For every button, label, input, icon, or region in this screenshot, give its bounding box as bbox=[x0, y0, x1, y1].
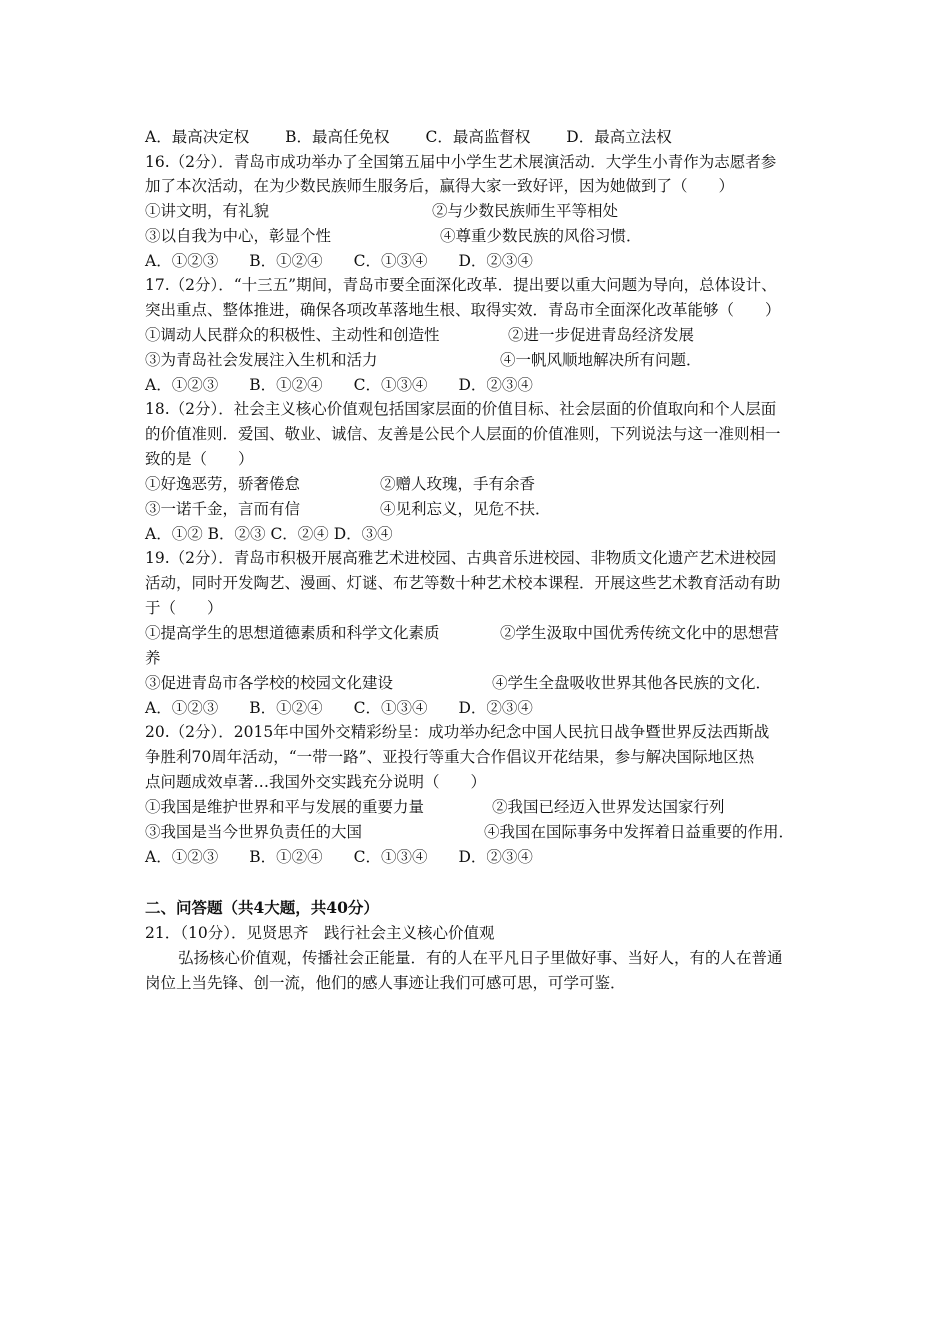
q20-stem-line-1: 20.（2分）．2015年中国外交精彩纷呈：成功举办纪念中国人民抗日战争暨世界反法西斯战 bbox=[145, 723, 770, 741]
q17-item-4: ④一帆风顺地解决所有问题． bbox=[500, 351, 702, 369]
q16-item-4: ④尊重少数民族的风俗习惯． bbox=[440, 227, 642, 245]
q19-item-2-wrap: 养 bbox=[145, 649, 161, 667]
q16-stem-line-1: 16.（2分）．青岛市成功举办了全国第五届中小学生艺术展演活动．大学生小青作为志愿者参 bbox=[145, 153, 777, 171]
q16-item-3: ③以自我为中心，彰显个性 bbox=[145, 227, 332, 245]
q18-item-4: ④见利忘义，见危不扶． bbox=[380, 500, 551, 518]
q19-stem-line-2: 活动，同时开发陶艺、漫画、灯谜、布艺等数十种艺术校本课程．开展这些艺术教育活动有助 bbox=[145, 574, 781, 592]
q16-choices: A．①②③ B．①②④ C．①③④ D．②③④ bbox=[145, 252, 533, 270]
q20-stem-line-2: 争胜利70周年活动，“一带一路”、亚投行等重大合作倡议开花结果，参与解决国际地区热 bbox=[145, 748, 755, 766]
q20-stem-line-3: 点问题成效卓著…我国外交实践充分说明（ ） bbox=[145, 773, 487, 791]
q19-item-1: ①提高学生的思想道德素质和科学文化素质 bbox=[145, 624, 440, 642]
q17-item-2: ②进一步促进青岛经济发展 bbox=[508, 326, 695, 344]
q20-item-3: ③我国是当今世界负责任的大国 bbox=[145, 823, 363, 841]
q18-item-3: ③一诺千金，言而有信 bbox=[145, 500, 301, 518]
q18-item-1: ①好逸恶劳，骄奢倦怠 bbox=[145, 475, 301, 493]
q19-item-3: ③促进青岛市各学校的校园文化建设 bbox=[145, 674, 394, 692]
q16-stem-line-2: 加了本次活动，在为少数民族师生服务后，赢得大家一致好评，因为她做到了（ ） bbox=[145, 177, 735, 195]
section-2-title: 二、问答题（共4大题，共40分） bbox=[145, 898, 379, 917]
q19-item-4: ④学生全盘吸收世界其他各民族的文化． bbox=[492, 674, 772, 692]
q18-choices: A．①② B．②③ C．②④ D．③④ bbox=[145, 525, 393, 543]
q18-stem-line-1: 18.（2分）．社会主义核心价值观包括国家层面的价值目标、社会层面的价值取向和个人层面 bbox=[145, 400, 777, 418]
q15-option-b: B．最高任免权 bbox=[285, 128, 390, 146]
q17-stem-line-2: 突出重点、整体推进，确保各项改革落地生根、取得实效．青岛市全面深化改革能够（ ） bbox=[145, 301, 781, 319]
q18-stem-line-2: 的价值准则．爱国、敬业、诚信、友善是公民个人层面的价值准则，下列说法与这一准则相一 bbox=[145, 425, 781, 443]
q20-item-1: ①我国是维护世界和平与发展的重要力量 bbox=[145, 798, 425, 816]
q17-choices: A．①②③ B．①②④ C．①③④ D．②③④ bbox=[145, 376, 533, 394]
q17-stem-line-1: 17.（2分）．“十三五”期间，青岛市要全面深化改革．提出要以重大问题为导向，总体设计、 bbox=[145, 276, 777, 294]
q19-stem-line-1: 19.（2分）．青岛市积极开展高雅艺术进校园、古典音乐进校园、非物质文化遗产艺术进校园 bbox=[145, 549, 777, 567]
q16-item-2: ②与少数民族师生平等相处 bbox=[432, 202, 619, 220]
q15-option-c: C．最高监督权 bbox=[425, 128, 531, 146]
q17-item-3: ③为青岛社会发展注入生机和活力 bbox=[145, 351, 378, 369]
q15-options bbox=[145, 125, 672, 149]
q21-paragraph-line-2: 岗位上当先锋、创一流，他们的感人事迹让我们可感可思，可学可鉴． bbox=[145, 974, 626, 992]
q15-option-d: D．最高立法权 bbox=[566, 128, 672, 146]
q18-stem-line-3: 致的是（ ） bbox=[145, 450, 254, 468]
q20-item-2: ②我国已经迈入世界发达国家行列 bbox=[492, 798, 725, 816]
q21-stem: 21．（10分）．见贤思齐 践行社会主义核心价值观 bbox=[145, 924, 495, 942]
q18-item-2: ②赠人玫瑰，手有余香 bbox=[380, 475, 536, 493]
q15-option-a: A．最高决定权 bbox=[145, 128, 250, 146]
q19-item-2: ②学生汲取中国优秀传统文化中的思想营 bbox=[500, 624, 780, 642]
q17-item-1: ①调动人民群众的积极性、主动性和创造性 bbox=[145, 326, 440, 344]
q19-stem-line-3: 于（ ） bbox=[145, 599, 223, 617]
q20-choices: A．①②③ B．①②④ C．①③④ D．②③④ bbox=[145, 848, 533, 866]
q21-paragraph-line-1: 弘扬核心价值观，传播社会正能量．有的人在平凡日子里做好事、当好人，有的人在普通 bbox=[178, 949, 783, 967]
q16-item-1: ①讲文明，有礼貌 bbox=[145, 202, 270, 220]
q20-item-4: ④我国在国际事务中发挥着日益重要的作用． bbox=[484, 823, 795, 841]
q19-choices: A．①②③ B．①②④ C．①③④ D．②③④ bbox=[145, 699, 533, 717]
